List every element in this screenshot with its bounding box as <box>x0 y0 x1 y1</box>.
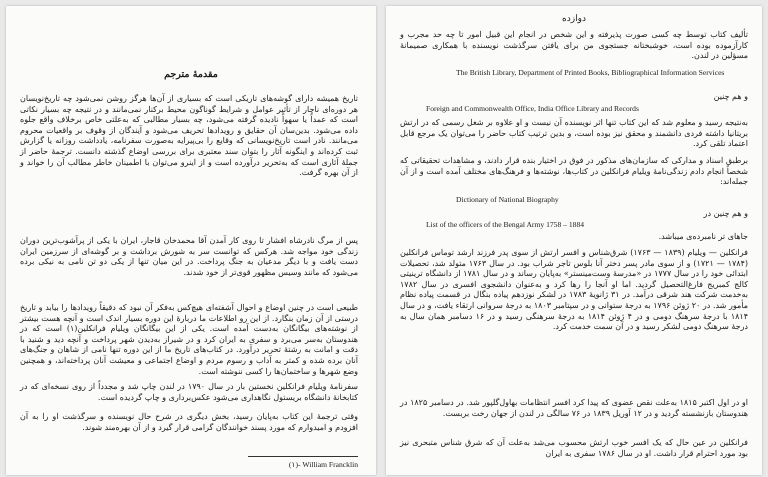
paragraph: وقتی ترجمهٔ این کتاب به‌پایان رسید، بخش دیگری در شرح حال نویسنده و سرگذشت او را به آن افزودم و امیدوارم که مورد پسند خوانندگان گرامی قرار گیرد و از آن بهره‌مند شوند. <box>20 412 358 432</box>
left-page <box>6 6 376 475</box>
paragraph: سفرنامهٔ ویلیام فرانکلین نخستین بار در سال ۱۷۹۰ در لندن چاپ شد و مجدداً از روی نسخه‌ای که در کتابخانهٔ دانشگاه بریستول نگاهداری می‌شود عکس‌برداری و چاپ گردیده است. <box>20 382 358 402</box>
paragraph: او در اول اکتبر ۱۸۱۵ به‌علت نقص عضوی که پیدا کرد افسر انتظامات بهاول‌گلپور شد. در دسامبر ۱۸۲۵ در هندوستان بازنشسته گردید و در ۱۲ آوریل ۱۸۳۹ در ۷۶ سالگی در لندن از جهان رخت بربست. <box>400 398 749 418</box>
reference: List of the officers of the Bengal Army 1758 – 1884 <box>426 220 585 229</box>
also-label: و هم چنین <box>713 92 748 101</box>
paragraph: فرانکلین در عین حال که یک افسر خوب ارتش محسوب می‌شد به‌علت آن که شرق شناس متبحری نیز بود مورد احترام قرار داشت. او در سال ۱۷۸۶ سفری به ایران <box>400 438 748 458</box>
reference: The British Library, Department of Printed Books, Bibliographical Information Services <box>456 68 725 77</box>
running-head: دوازده <box>562 14 586 24</box>
footnote: (۱)- William Francklin <box>288 460 358 469</box>
reference: Foreign and Commonwealth Office, India Office Library and Records <box>426 104 639 113</box>
right-page <box>386 6 762 475</box>
reference-tail: جاهای تر نامبرده‌ی میباشد. <box>658 232 748 241</box>
reference: Dictionary of National Biography <box>456 195 559 204</box>
paragraph: تألیف کتاب توسط چه کسی صورت پذیرفته و این شخص در انجام این قبیل امور تا چه حد مجرب و کارآزموده بوده است، خوشبختانه جستجوی من برای یافتن سرگذشت نویسنده با همکاری صمیمانهٔ مسؤلین در لندن. <box>400 30 748 61</box>
footnote-rule <box>248 456 358 457</box>
also-label: و هم چنین در <box>703 209 748 218</box>
paragraph: تاریخ همیشه دارای گوشه‌های تاریکی است که بسیاری از آن‌ها هرگز روشن نمی‌شود چه تاریخ‌نویسان هر دوره‌ای ناچار از تأثیر عوامل و شرایط گوناگون محیط برکنار نمی‌مانند و در نتیجه چه بسیار نکاتی است که عمداً یا سهواً نادیده گرفته می‌شود، چه بسیار مطالبی که به‌علتی خاص برخلاف واقع جلوه داده می‌شود. بدین‌سان آن حقایق و رویدادها تحریف می‌شود و آیندگان از وقوف بر واقعیات محروم می‌مانند. نادر است تاریخ‌نویسانی که وقایع را بی‌پیرایه به‌صورت سفرنامه، یادداشت روزانه یا گزارش ثبت کرده‌اند و اینگونه آثار را بتوان سند معتبری برای بررسی اوضاع گذشته دانست. ترجمهٔ حاضر از جملهٔ آثاری است که به‌تحریر درآورده است و از اینرو می‌توان با اطمینان خاطر مطالب آن را خواند و از آن بهره گرفت. <box>20 94 358 178</box>
page-heading: مقدمهٔ مترجم <box>164 69 218 80</box>
paragraph: به‌نتیجه رسید و معلوم شد که این کتاب تنها اثر نویسنده آن نیست و او علاوه بر شغل رسمی که در ارتش بریتانیا داشته فردی دانشمند و محقق نیز بوده است، و بدین ترتیب کتاب حاضر را می‌توان یک مرجع قابل اعتماد تلقی کرد. <box>400 118 749 149</box>
paragraph: طبیعی است در چنین اوضاع و احوال آشفته‌ای هیچ‌کس به‌فکر آن نبود که دقیقاً رویدادها را بیابد و تاریخ درستی از آن زمان بنگارد. از این رو اطلاعات ما دربارهٔ این دوره بسیار اندک است و آنچه هست بیشتر از نوشته‌های بیگانگان به‌دست آمده است. یکی از این بیگانگان ویلیام فرانکلین(۱) است که در هندوستان به‌سر می‌برد و سفری به ایران کرد و در شیراز به‌دیدن شهر پرداخت و آنچه دید و شنید با دقت و امانت به رشتهٔ تحریر درآورد. در کتاب‌های تاریخ ما از این دوره تنها نامی از شاهان و جنگ‌های آنان برده شده و کمتر به آداب و رسوم مردم و اوضاع اجتماعی و معیشت آنان پرداخته‌اند، و همچنین وضع شهرها و ساختمان‌ها را کسی ننوشته است. <box>20 303 359 376</box>
paragraph: برطبق اسناد و مدارکی که سازمان‌های مذکور در فوق در اختیار بنده قرار دادند، و مشاهدات تحقیقاتی که شخصاً انجام دادم زندگی‌نامهٔ ویلیام فرانکلین در کتاب‌ها، نوشته‌ها و فرهنگ‌های مختلف آمده است و از آن جمله‌اند: <box>400 156 748 187</box>
paragraph: فرانکلین — ویلیام (۱۸۳۹ — ۱۷۶۳) شرق‌شناس و افسر ارتش از سوی پدر فرزند ارشد توماس فرانکلین (۱۷۸۴ — ۱۷۲۱) و از سوی مادر پسر دختر آنا بلوس تاجر شراب بود. در سال ۱۷۶۳ متولد شد، تحصیلات ابتدائی خود را در سال ۱۷۷۷ در «مدرسهٔ وست‌مینستر» به‌پایان رساند و در سال ۱۷۸۱ از دانشگاه ترینیتی کالج کمبریج فارغ‌التحصیل گردید. اما او آنجا را رها کرد و به‌عنوان دانشجوی افسری در سال ۱۷۸۲ به‌خدمت شرکت هند شرقی درآمد. در ۳۱ ژانویهٔ ۱۷۸۳ در لشکر نوزدهم پیاده بنگال در قسمت پیاده نظام مأمور شد. در ۲۰ ژوئن ۱۷۹۶ به درجهٔ ستوانی و در سپتامبر ۱۸۰۳ به درجهٔ سروانی ارتقاء یافت، و در سال ۱۸۱۴ با درجهٔ سرهنگ دومی و در ۴ ژوئن ۱۸۱۴ به درجهٔ سرهنگی رسید و در ۱۶ دسامبر همان سال به درجهٔ سرهنگ دومی لشکر رسید و در آن سمت خدمت کرد. <box>400 248 749 332</box>
paragraph: پس از مرگ نادرشاه افشار تا روی کار آمدن آقا محمدخان قاجار، ایران با یکی از پرآشوب‌ترین دوران زندگی خود مواجه شد. هرکس که توانست سر به شورش برداشت و بر گوشه‌ای از سرزمین ایران دست یافت و با دیگر مدعیان به جنگ پرداخت. در این میان تنها از یکی دو تن نامی به نیکی برده می‌شود که مانند وسیس مظهور قوی‌تر از خود شدند. <box>20 236 358 277</box>
